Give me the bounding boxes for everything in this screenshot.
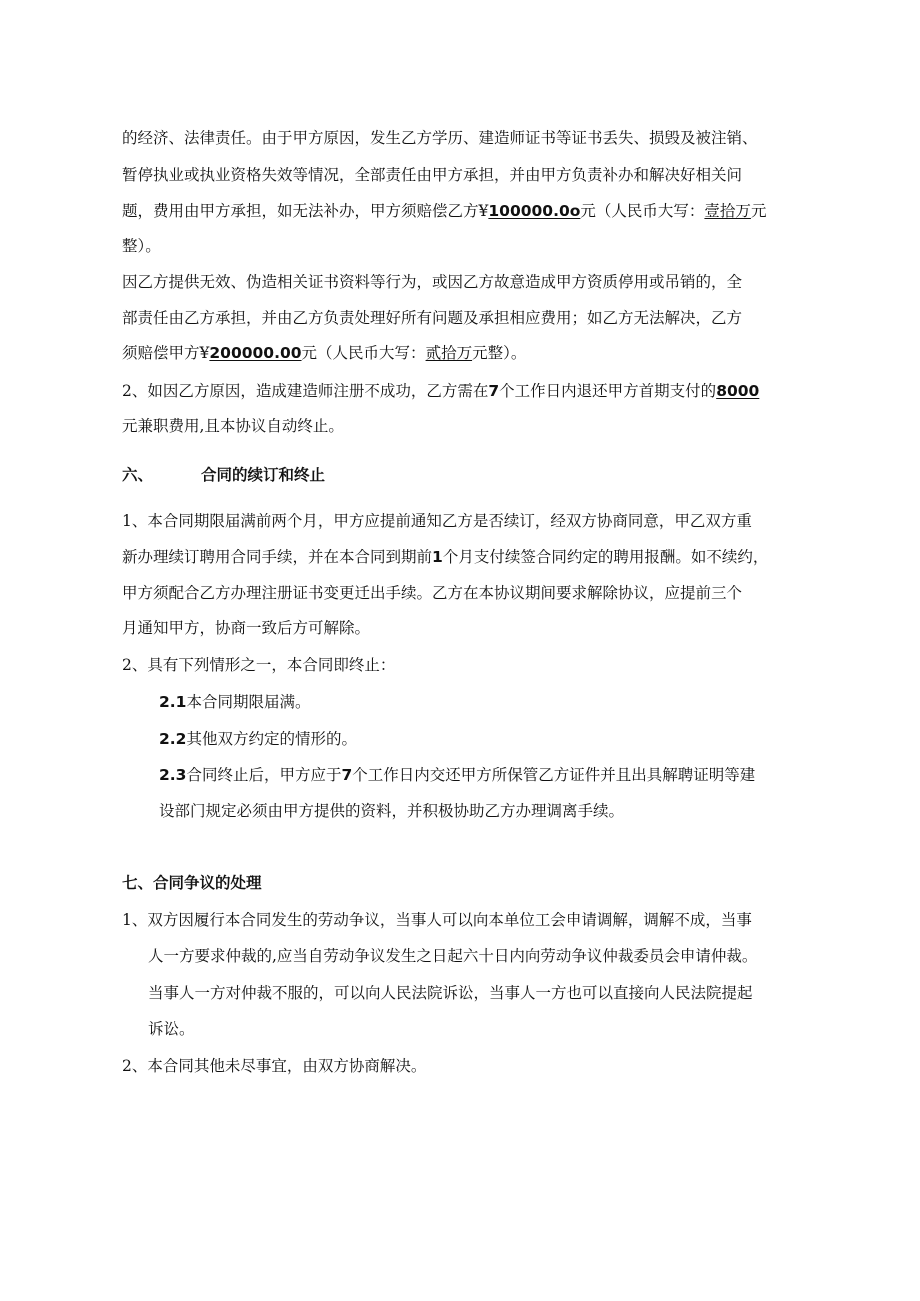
paragraph-line: 2、如因乙方原因，造成建造师注册不成功，乙方需在7个工作日内退还甲方首期支付的8000: [122, 382, 760, 400]
paragraph-line: 暂停执业或执业资格失效等情况，全部责任由甲方承担，并由甲方负责补办和解决好相关问: [122, 166, 743, 184]
paragraph-line: 因乙方提供无效、伪造相关证书资料等行为，或因乙方故意造成甲方资质停用或吊销的，全: [122, 273, 743, 291]
paragraph-line: 部责任由乙方承担，并由乙方负责处理好所有问题及承担相应费用；如乙方无法解决，乙方: [122, 309, 743, 327]
paragraph-line: 月通知甲方，协商一致后方可解除。: [122, 619, 371, 637]
paragraph-line: 1、本合同期限届满前两个月，甲方应提前通知乙方是否续订，经双方协商同意，甲乙双方重: [122, 512, 752, 530]
paragraph-line: 新办理续订聘用合同手续，并在本合同到期前1个月支付续签合同约定的聘用报酬。如不续约，: [122, 548, 769, 566]
paragraph-line: 设部门规定必须由甲方提供的资料，并积极协助乙方办理调离手续。: [159, 802, 625, 820]
paragraph-line: 2、具有下列情形之一，本合同即终止：: [122, 656, 396, 674]
paragraph-line: 须赔偿甲方¥200000.00元（人民币大写：贰拾万元整）。: [122, 344, 527, 362]
paragraph-line: 题，费用由甲方承担，如无法补办，甲方须赔偿乙方¥100000.0o元（人民币大写：壹拾万元: [122, 202, 767, 220]
list-item: 2.3合同终止后，甲方应于7个工作日内交还甲方所保管乙方证件并且出具解聘证明等建: [159, 766, 756, 784]
paragraph-line: 元兼职费用,且本协议自动终止。: [122, 417, 344, 435]
compensation-amount: 200000.00: [209, 344, 302, 362]
amount-in-words: 贰拾万: [425, 344, 473, 362]
paragraph-line: 人一方要求仲裁的,应当自劳动争议发生之日起六十日内向劳动争议仲裁委员会申请仲裁。: [148, 947, 758, 965]
amount-in-words: 壹拾万: [704, 202, 751, 220]
section-heading: 七、合同争议的处理: [122, 874, 262, 892]
section-heading: 六、 合同的续订和终止: [122, 466, 326, 484]
paragraph-line: 当事人一方对仲裁不服的，可以向人民法院诉讼，当事人一方也可以直接向人民法院提起: [148, 984, 753, 1002]
compensation-amount: 100000.0o: [488, 202, 581, 220]
fee-amount: 8000: [716, 382, 760, 400]
paragraph-line: 整）。: [122, 237, 161, 255]
list-item: 2.1本合同期限届满。: [159, 693, 311, 711]
paragraph-line: 1、双方因履行本合同发生的劳动争议，当事人可以向本单位工会申请调解，调解不成，当事: [122, 911, 752, 929]
paragraph-line: 2、本合同其他未尽事宜，由双方协商解决。: [122, 1057, 427, 1075]
paragraph-line: 甲方须配合乙方办理注册证书变更迁出手续。乙方在本协议期间要求解除协议，应提前三个: [122, 584, 743, 602]
paragraph-line: 诉讼。: [148, 1020, 195, 1038]
list-item: 2.2其他双方约定的情形的。: [159, 730, 357, 748]
paragraph-line: 的经济、法律责任。由于甲方原因，发生乙方学历、建造师证书等证书丢失、损毁及被注销、: [122, 129, 758, 147]
